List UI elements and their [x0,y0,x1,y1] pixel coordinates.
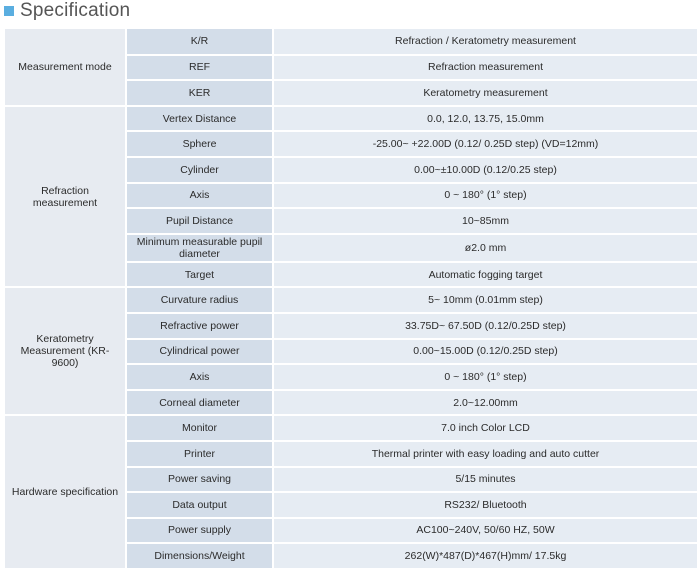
spec-label: Corneal diameter [126,390,273,416]
spec-value: 262(W)*487(D)*467(H)mm/ 17.5kg [273,543,697,569]
spec-label: Curvature radius [126,287,273,313]
spec-label: Vertex Distance [126,106,273,132]
table-row [5,106,697,132]
spec-value: Refraction / Keratometry measurement [273,29,697,55]
spec-label: Monitor [126,415,273,441]
spec-value: 0.00~±10.00D (0.12/0.25 step) [273,157,697,183]
table-row [5,287,697,313]
spec-label: Cylinder [126,157,273,183]
spec-label: KER [126,80,273,106]
spec-value: 0.0, 12.0, 13.75, 15.0mm [273,106,697,132]
header-marker-icon [4,6,14,16]
spec-label: Sphere [126,131,273,157]
section-header [4,0,130,22]
spec-value: RS232/ Bluetooth [273,492,697,518]
spec-label: Cylindrical power [126,339,273,365]
spec-value: ø2.0 mm [273,234,697,262]
spec-label: Axis [126,364,273,390]
spec-label: Axis [126,183,273,209]
spec-label: Data output [126,492,273,518]
spec-label: Refractive power [126,313,273,339]
spec-label: REF [126,55,273,81]
spec-value: 7.0 inch Color LCD [273,415,697,441]
table-row [5,29,697,55]
spec-value: 5/15 minutes [273,467,697,493]
spec-value: 0.00~15.00D (0.12/0.25D step) [273,339,697,365]
spec-label: Dimensions/Weight [126,543,273,569]
spec-value: 5~ 10mm (0.01mm step) [273,287,697,313]
spec-value: -25.00~ +22.00D (0.12/ 0.25D step) (VD=12mm) [273,131,697,157]
category-cell: Measurement mode [5,29,126,106]
spec-value: 0 ~ 180° (1° step) [273,183,697,209]
category-cell: Refraction measurement [5,106,126,288]
spec-label: K/R [126,29,273,55]
spec-value: 10~85mm [273,208,697,234]
table-row [5,415,697,441]
spec-label: Power saving [126,467,273,493]
spec-value: 2.0~12.00mm [273,390,697,416]
spec-value: Refraction measurement [273,55,697,81]
spec-value: AC100~240V, 50/60 HZ, 50W [273,518,697,544]
category-cell: Hardware specification [5,415,126,569]
spec-label: Pupil Distance [126,208,273,234]
category-cell: Keratometry Measurement (KR-9600) [5,287,126,415]
specification-table [5,29,697,570]
spec-value: 33.75D~ 67.50D (0.12/0.25D step) [273,313,697,339]
spec-label: Printer [126,441,273,467]
spec-value: Automatic fogging target [273,262,697,288]
spec-value: Keratometry measurement [273,80,697,106]
spec-label: Minimum measurable pupil diameter [126,234,273,262]
spec-label: Power supply [126,518,273,544]
spec-value: Thermal printer with easy loading and auto cutter [273,441,697,467]
spec-label: Target [126,262,273,288]
spec-value: 0 ~ 180° (1° step) [273,364,697,390]
page-title: Specification [20,0,131,21]
